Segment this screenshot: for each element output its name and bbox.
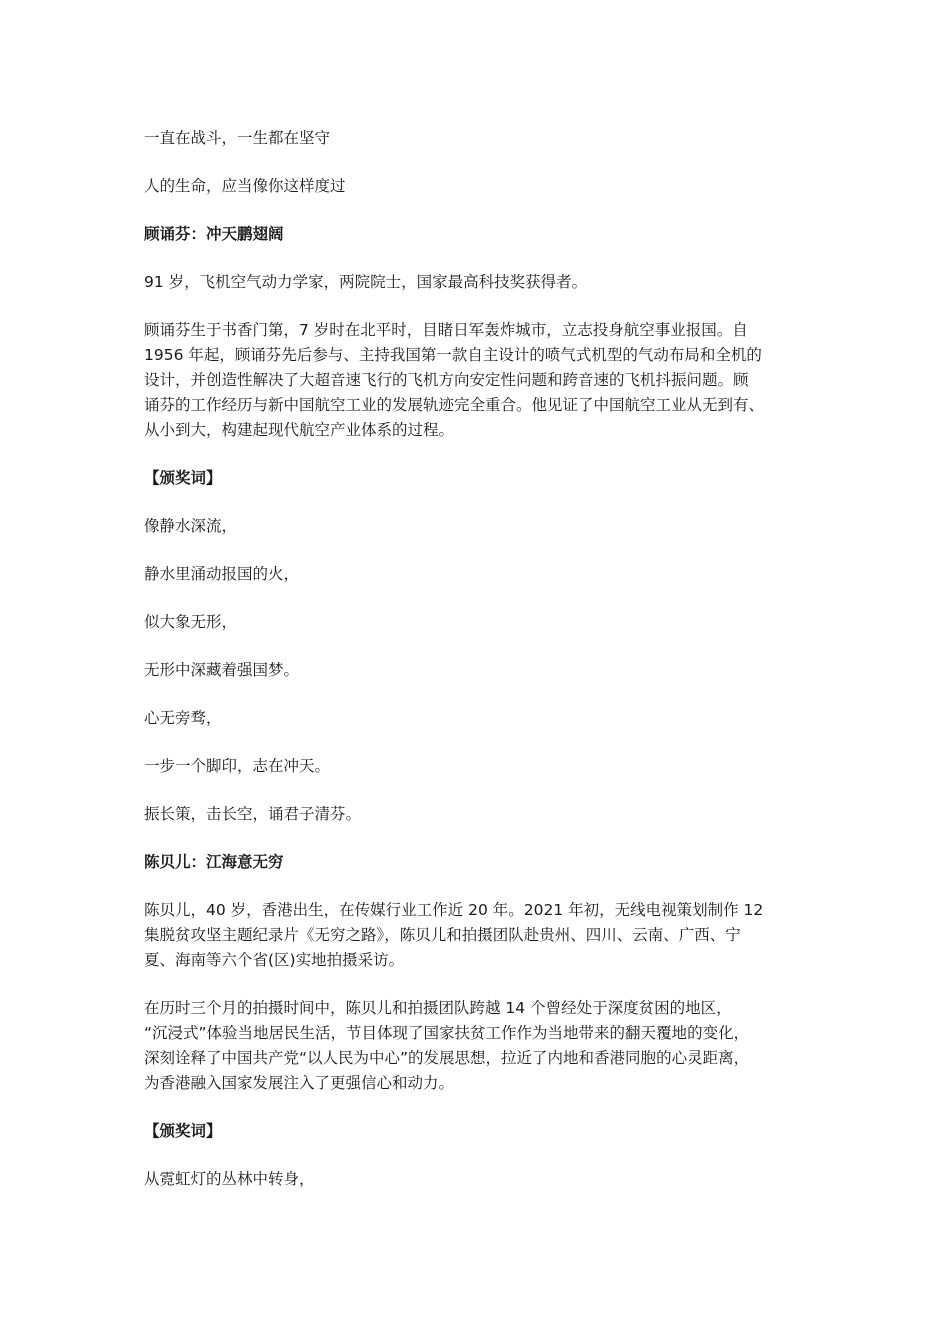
paragraph: [144, 802, 810, 827]
text-line: 设计，并创造性解决了大超音速飞行的飞机方向安定性问题和跨音速的飞机抖振问题。顾: [144, 371, 749, 389]
section-heading: [144, 466, 810, 491]
document-body: [144, 126, 810, 1215]
text-line: 一步一个脚印，志在冲天。: [144, 757, 331, 775]
text-line: 静水里涌动报国的火，: [144, 565, 300, 583]
text-line: 一直在战斗，一生都在坚守: [144, 129, 331, 147]
paragraph: [144, 174, 810, 199]
text-line: 振长策，击长空，诵君子清芬。: [144, 805, 362, 823]
text-line: 诵芬的工作经历与新中国航空工业的发展轨迹完全重合。他见证了中国航空工业从无到有、: [144, 396, 765, 414]
text-line: 集脱贫攻坚主题纪录片《无穷之路》，陈贝儿和拍摄团队赴贵州、四川、云南、广西、宁: [144, 926, 741, 944]
section-heading: [144, 222, 810, 247]
paragraph: [144, 514, 810, 539]
paragraph: [144, 610, 810, 635]
text-line: “沉浸式”体验当地居民生活，节目体现了国家扶贫工作作为当地带来的翻天覆地的变化，: [144, 1024, 750, 1042]
text-line: 深刻诠释了中国共产党“以人民为中心”的发展思想，拉近了内地和香港同胞的心灵距离，: [144, 1049, 750, 1067]
text-line: 在历时三个月的拍摄时间中，陈贝儿和拍摄团队跨越 14 个曾经处于深度贫困的地区，: [144, 999, 732, 1017]
text-line: 人的生命，应当像你这样度过: [144, 177, 346, 195]
text-line: 无形中深藏着强国梦。: [144, 661, 300, 679]
paragraph: [144, 270, 810, 295]
paragraph: [144, 658, 810, 683]
paragraph: [144, 706, 810, 731]
text-line: 从霓虹灯的丛林中转身，: [144, 1170, 315, 1188]
text-line: 像静水深流，: [144, 517, 238, 535]
text-line: 顾诵芬：冲天鹏翅阔: [144, 225, 284, 243]
text-line: 顾诵芬生于书香门第，7 岁时在北平时，目睹日军轰炸城市，立志投身航空事业报国。自: [144, 321, 748, 339]
text-line: 91 岁，飞机空气动力学家，两院院士，国家最高科技奖获得者。: [144, 273, 588, 291]
section-heading: [144, 850, 810, 875]
paragraph: [144, 562, 810, 587]
section-heading: [144, 1119, 810, 1144]
paragraph: [144, 318, 810, 443]
text-line: 【颁奖词】: [144, 469, 222, 487]
text-line: 陈贝儿：江海意无穷: [144, 853, 284, 871]
paragraph: [144, 1167, 810, 1192]
text-line: 【颁奖词】: [144, 1122, 222, 1140]
paragraph: [144, 754, 810, 779]
text-line: 为香港融入国家发展注入了更强信心和动力。: [144, 1074, 455, 1092]
paragraph: [144, 898, 810, 973]
text-line: 夏、海南等六个省(区)实地拍摄采访。: [144, 951, 405, 969]
text-line: 陈贝儿，40 岁，香港出生，在传媒行业工作近 20 年。2021 年初，无线电视策划制作 12: [144, 901, 764, 919]
text-line: 从小到大，构建起现代航空产业体系的过程。: [144, 421, 455, 439]
text-line: 似大象无形，: [144, 613, 238, 631]
text-line: 心无旁骛，: [144, 709, 222, 727]
text-line: 1956 年起，顾诵芬先后参与、主持我国第一款自主设计的喷气式机型的气动布局和全机的: [144, 346, 762, 364]
paragraph: [144, 996, 810, 1096]
paragraph: [144, 126, 810, 151]
